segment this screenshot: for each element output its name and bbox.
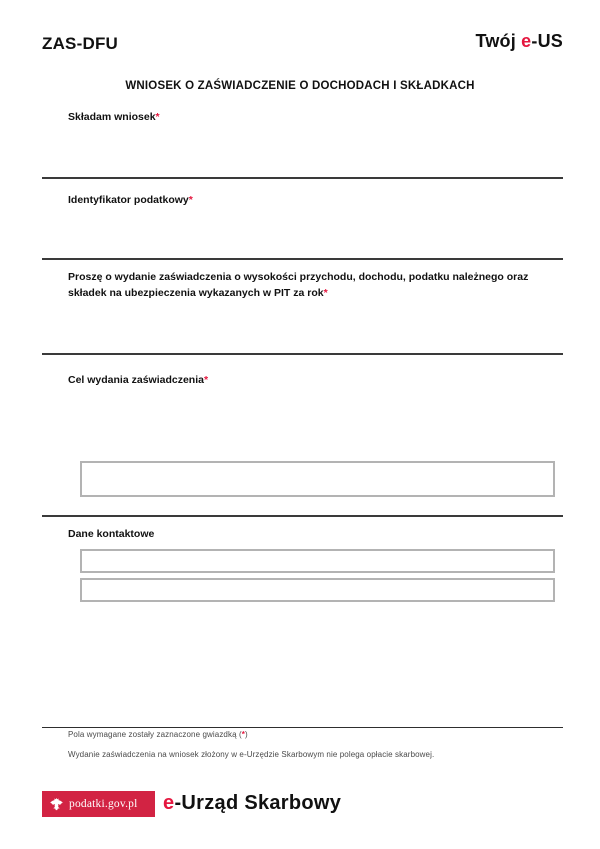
section-divider — [42, 177, 563, 179]
footnote-fee: Wydanie zaświadczenia na wniosek złożony w e-Urzędzie Skarbowym nie polega opłacie skarbowej. — [68, 750, 435, 759]
required-asterisk: * — [188, 194, 193, 206]
label-dane-kontaktowe: Dane kontaktowe — [68, 528, 155, 540]
brand-prefix: Twój — [475, 31, 522, 51]
section-divider — [42, 353, 563, 355]
required-asterisk: * — [155, 111, 160, 123]
polish-eagle-icon — [49, 797, 64, 812]
footer-divider — [42, 727, 563, 728]
label-cel-wydania: Cel wydania zaświadczenia* — [68, 374, 209, 386]
section-divider — [42, 258, 563, 260]
twoj-e-us-logo — [476, 31, 564, 52]
podatki-gov-pl-label: podatki.gov.pl — [69, 798, 138, 810]
podatki-gov-pl-logo — [42, 791, 155, 817]
cel-wydania-input[interactable] — [80, 461, 555, 497]
label-identyfikator-podatkowy: Identyfikator podatkowy* — [68, 194, 193, 206]
section-divider — [42, 515, 563, 517]
contact-input-1[interactable] — [80, 549, 555, 573]
label-prosze-o-wydanie: Proszę o wydanie zaświadczenia o wysokości przychodu, dochodu, podatku należnego oraz składek na ubezpieczenia wykazanych w PIT za rok* — [68, 271, 529, 299]
brand-name: -Urząd Skarbowy — [174, 792, 342, 814]
required-asterisk: * — [241, 730, 245, 739]
brand-e-accent: e — [521, 31, 532, 51]
e-urzad-skarbowy-logo — [163, 792, 341, 815]
required-asterisk: * — [323, 286, 328, 299]
form-code: ZAS-DFU — [42, 34, 118, 53]
brand-e-accent: e — [163, 792, 175, 814]
brand-suffix: -US — [531, 31, 563, 51]
contact-input-2[interactable] — [80, 578, 555, 602]
required-asterisk: * — [203, 374, 209, 386]
page-title: WNIOSEK O ZAŚWIADCZENIE O DOCHODACH I SKŁADKACH — [125, 80, 475, 92]
footnote-required-fields: Pola wymagane zostały zaznaczone gwiazdką (*) — [68, 730, 248, 739]
label-skladam-wniosek: Składam wniosek* — [68, 111, 160, 123]
